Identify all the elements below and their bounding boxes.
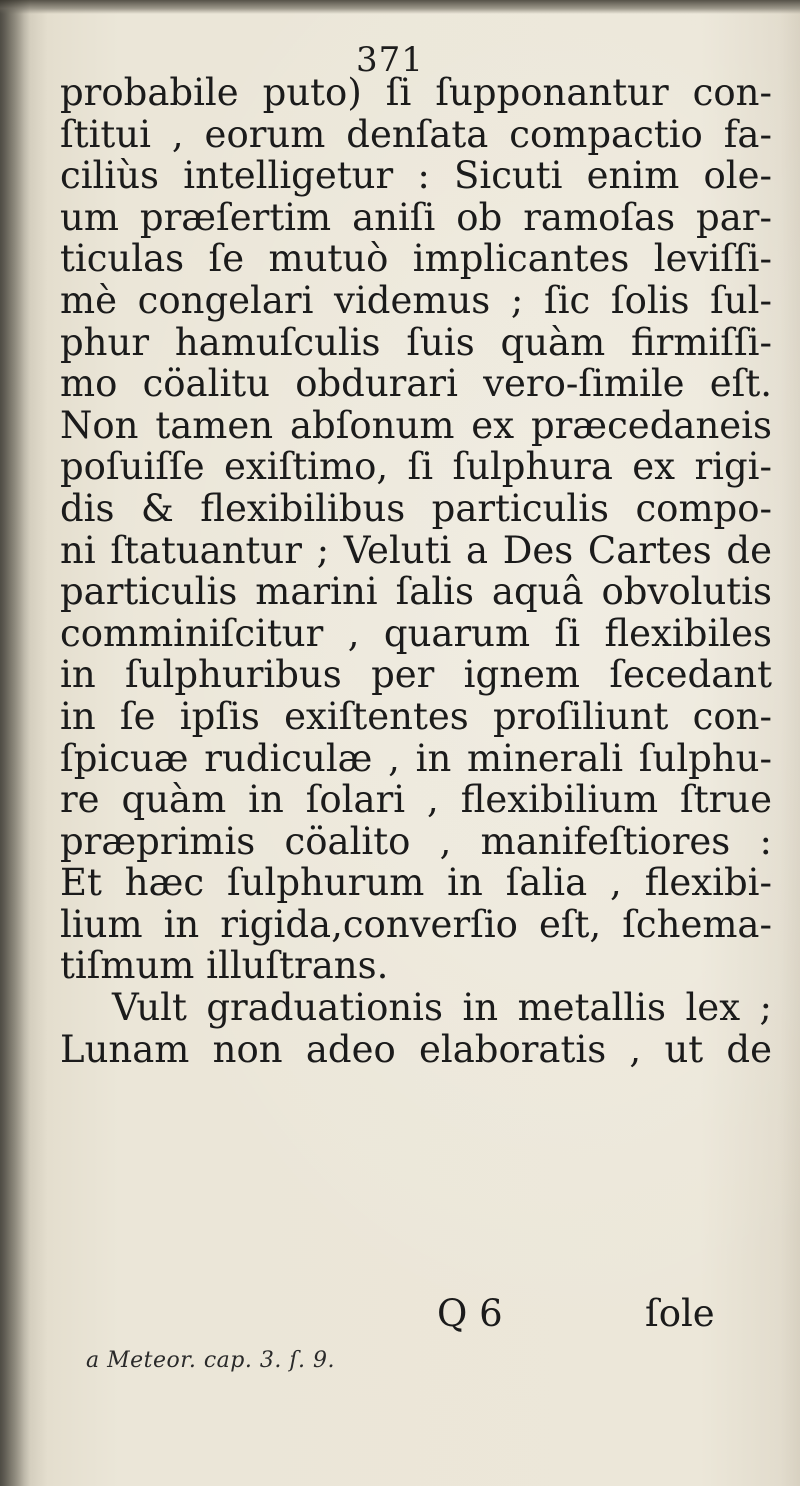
- text-line: mè congelari videmus ; ſic ſolis ſul-: [60, 278, 772, 322]
- text-line: Vult graduationis in metallis lex ;: [112, 986, 772, 1030]
- text-line: mo cöalitu obdurari vero-ſimile eſt.: [60, 362, 772, 406]
- text-line: particulis marini ſalis aquâ obvolutis: [60, 570, 772, 614]
- text-line: in ſulphuribus per ignem ſecedant: [60, 653, 772, 697]
- text-line: ni ſtatuantur ; Veluti a Des Cartes de: [60, 528, 772, 572]
- signature-mark: Q 6: [437, 1292, 503, 1335]
- text-line: Et hæc ſulphurum in ſalia , flexibi-: [60, 861, 772, 905]
- text-line: phur hamuſculis ſuis quàm firmiſſi-: [60, 320, 772, 364]
- text-line: re quàm in ſolari , flexibilium ſtrue: [60, 778, 772, 822]
- text-line: comminiſcitur , quarum ſi flexibiles: [60, 611, 772, 655]
- text-line: ſpicuæ rudiculæ , in minerali ſulphu-: [60, 736, 772, 780]
- text-line: lium in rigida,converſio eſt, ſchema-: [60, 902, 772, 946]
- body-text: [60, 72, 772, 1070]
- text-line: in ſe ipſis exiſtentes proſiliunt con-: [60, 694, 772, 738]
- text-line: ſtitui , eorum denſata compactio fa-: [60, 112, 772, 156]
- text-line: ciliùs intelligetur : Sicuti enim ole-: [60, 154, 772, 198]
- page-number: 371: [356, 40, 424, 80]
- text-line: um præſertim aniſi ob ramoſas par-: [60, 195, 772, 239]
- binding-shadow: [0, 0, 30, 1486]
- text-line: tiſmum illuſtrans.: [60, 944, 389, 988]
- text-line: dis & flexibilibus particulis compo-: [60, 486, 772, 530]
- text-line: ticulas ſe mutuò implicantes leviſſi-: [60, 237, 772, 281]
- text-line: Lunam non adeo elaboratis , ut de: [60, 1027, 772, 1071]
- page-top-edge: [0, 0, 800, 14]
- text-line: præprimis cöalito , manifeſtiores :: [60, 819, 772, 863]
- text-line: poſuiſſe exiſtimo, ſi ſulphura ex rigi-: [60, 445, 772, 489]
- footnote: a Meteor. cap. 3. ſ. 9.: [86, 1348, 335, 1373]
- text-line: Non tamen abſonum ex præcedaneis: [60, 403, 772, 447]
- catchword: ſole: [645, 1292, 715, 1335]
- text-line: probabile puto) ſi ſupponantur con-: [60, 71, 772, 114]
